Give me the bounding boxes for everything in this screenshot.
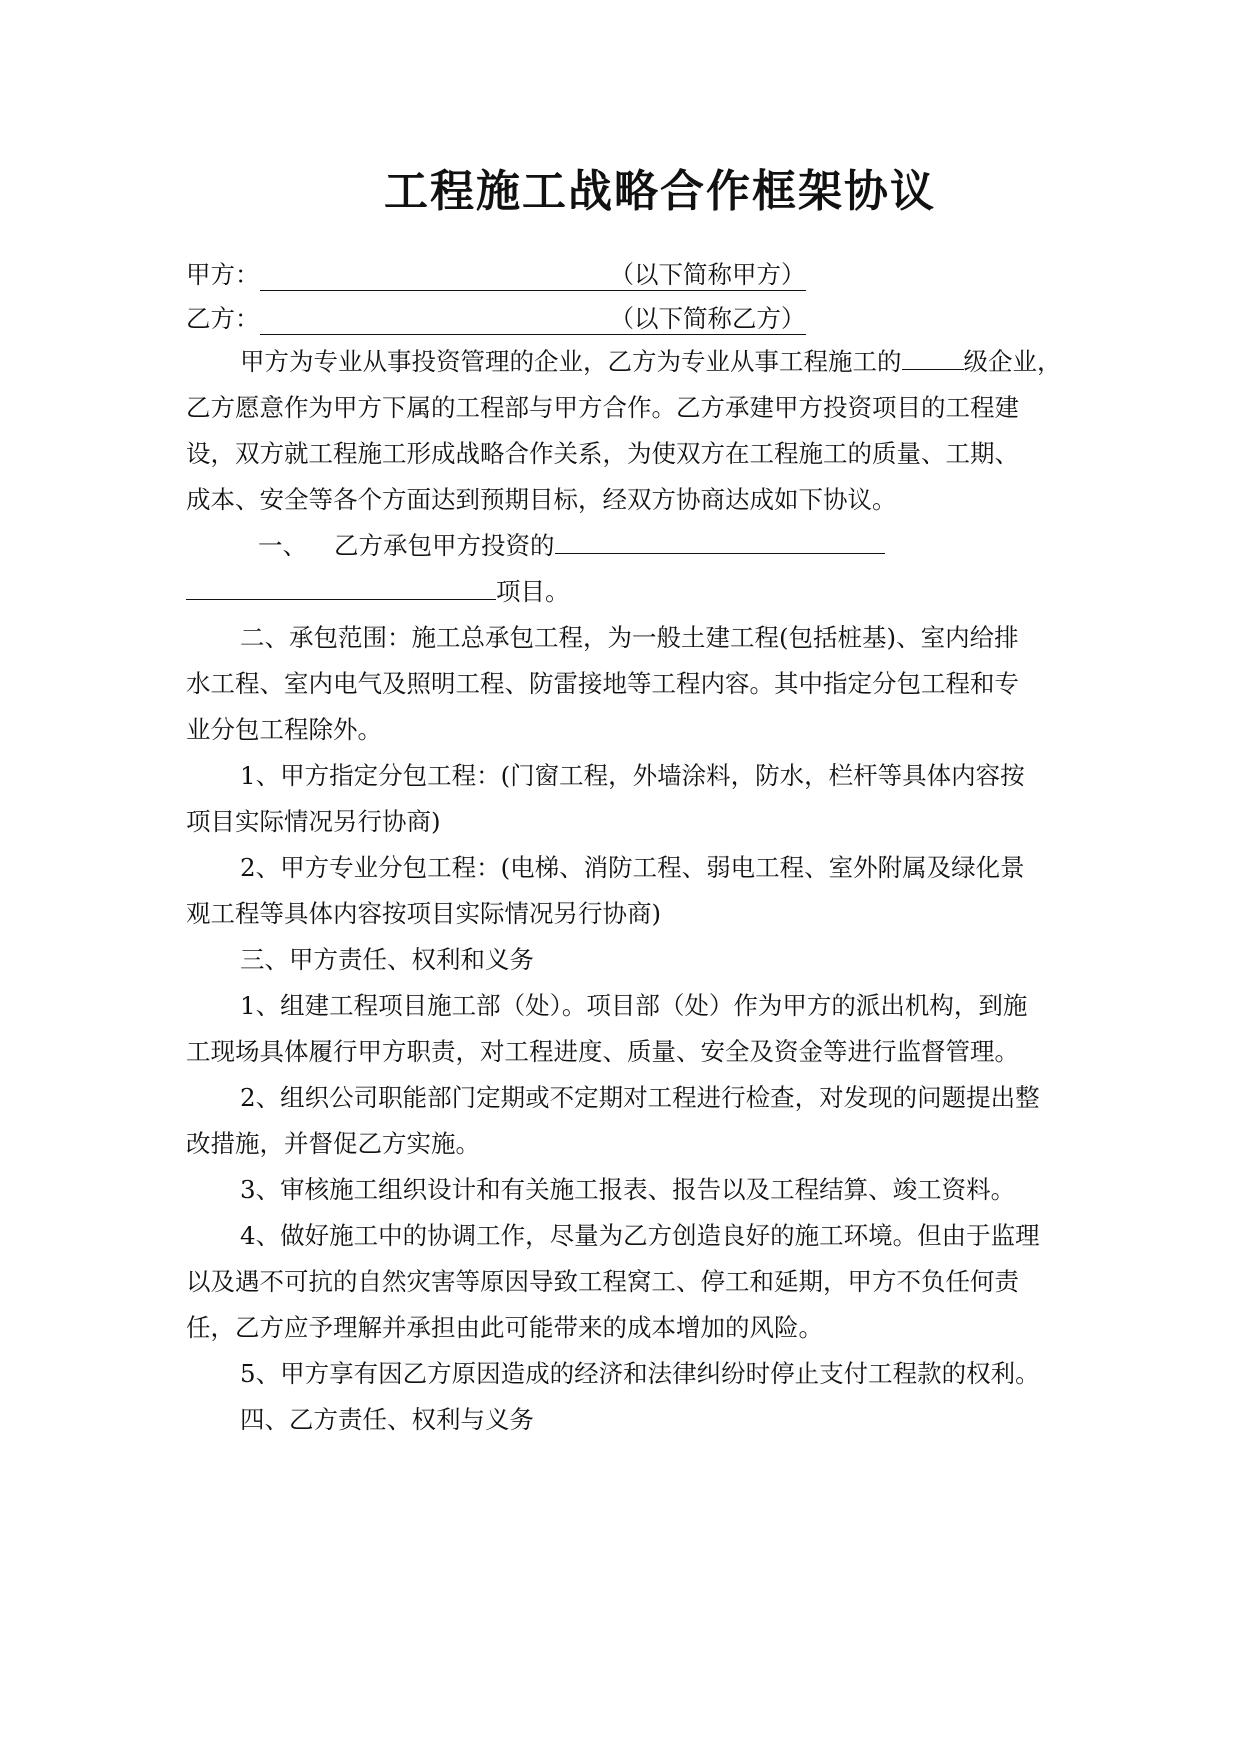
- section-3-item-4-line-3: 任，乙方应予理解并承担由此可能带来的成本增加的风险。: [186, 1313, 823, 1342]
- section-1-number: 一、: [258, 531, 307, 560]
- party-b-suffix: （以下简称乙方）: [609, 304, 806, 333]
- section-2-item-1-line-1: 1、甲方指定分包工程：(门窗工程，外墙涂料，防水，栏杆等具体内容按: [240, 761, 1025, 790]
- section-3-item-2-line-2: 改措施，并督促乙方实施。: [186, 1129, 480, 1158]
- section-2-line-3: 业分包工程除外。: [186, 715, 382, 744]
- section-2-item-2-line-1: 2、甲方专业分包工程：(电梯、消防工程、弱电工程、室外附属及绿化景: [240, 853, 1025, 882]
- section-3-item-4-line-2: 以及遇不可抗的自然灾害等原因导致工程窝工、停工和延期，甲方不负任何责: [186, 1267, 1019, 1296]
- section-2-line-2: 水工程、室内电气及照明工程、防雷接地等工程内容。其中指定分包工程和专: [186, 669, 1019, 698]
- section-3-heading: 三、甲方责任、权利和义务: [240, 945, 534, 974]
- project-name-blank-2: [186, 577, 496, 600]
- section-1-line-2: [186, 575, 570, 609]
- section-3-item-1-line-2: 工现场具体履行甲方职责，对工程进度、质量、安全及资金等进行监督管理。: [186, 1037, 1019, 1066]
- section-3-item-3-line-1: 3、审核施工组织设计和有关施工报表、报告以及工程结算、竣工资料。: [240, 1175, 1016, 1204]
- section-3-item-1-line-1: 1、组建工程项目施工部（处）。项目部（处）作为甲方的派出机构，到施: [240, 991, 1028, 1020]
- section-1-tail: 项目。: [496, 577, 570, 606]
- project-name-blank-1: [555, 531, 885, 554]
- party-b-line: [186, 302, 806, 336]
- document-title: 工程施工战略合作框架协议: [384, 166, 936, 217]
- section-4-heading: 四、乙方责任、权利与义务: [240, 1405, 534, 1434]
- section-2-line-1: 二、承包范围：施工总承包工程，为一般土建工程(包括桩基)、室内给排: [240, 623, 1019, 652]
- intro-text-1a: 甲方为专业从事投资管理的企业，乙方为专业从事工程施工的: [240, 347, 902, 376]
- party-a-blank: [260, 260, 806, 291]
- section-1-line-1: [258, 529, 885, 563]
- intro-line-1: [240, 345, 1062, 379]
- section-3-item-5-line-1: 5、甲方享有因乙方原因造成的经济和法律纠纷时停止支付工程款的权利。: [240, 1359, 1040, 1388]
- intro-line-4: 成本、安全等各个方面达到预期目标，经双方协商达成如下协议。: [186, 485, 897, 514]
- intro-text-1b: 级企业，: [963, 347, 1062, 376]
- level-blank: [902, 347, 964, 370]
- party-a-suffix: （以下简称甲方）: [609, 260, 806, 289]
- section-2-item-2-line-2: 观工程等具体内容按项目实际情况另行协商): [186, 899, 662, 928]
- section-2-item-1-line-2: 项目实际情况另行协商): [186, 807, 441, 836]
- section-1-text: 乙方承包甲方投资的: [334, 531, 555, 560]
- intro-line-2: 乙方愿意作为甲方下属的工程部与甲方合作。乙方承建甲方投资项目的工程建: [186, 393, 1019, 422]
- section-3-item-2-line-1: 2、组织公司职能部门定期或不定期对工程进行检查，对发现的问题提出整: [240, 1083, 1040, 1112]
- party-b-blank: [260, 304, 806, 335]
- party-b-label: 乙方：: [186, 304, 260, 333]
- section-3-item-4-line-1: 4、做好施工中的协调工作，尽量为乙方创造良好的施工环境。但由于监理: [240, 1221, 1040, 1250]
- party-a-line: [186, 258, 806, 292]
- intro-line-3: 设，双方就工程施工形成战略合作关系，为使双方在工程施工的质量、工期、: [186, 439, 1019, 468]
- party-a-label: 甲方：: [186, 260, 260, 289]
